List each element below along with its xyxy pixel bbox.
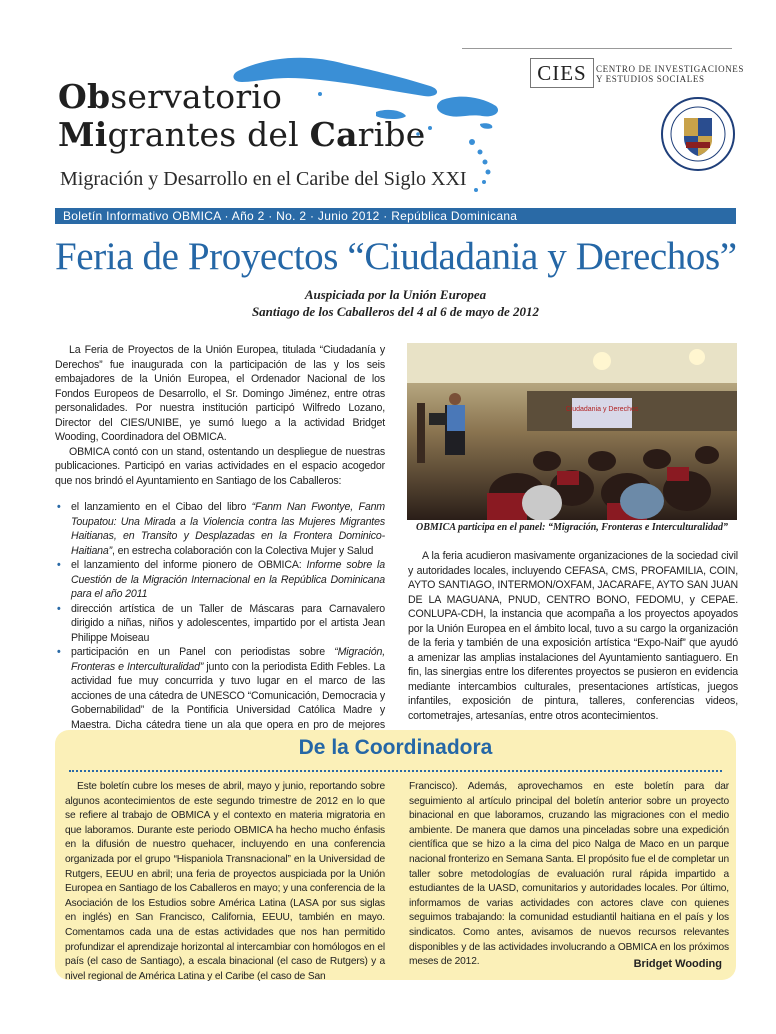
coordinadora-left-column: Este boletín cubre los meses de abril, mayo y junio, reportando sobre algunos acontecimientos de este segundo trimestre de 2012 en lo que se refiere al trabajo de OBMICA y el contexto en materia migratoria en que laboramos. Durante este periodo OBMICA ha hecho mucho énfasis en la difusión de nuestro quehacer, incluyendo en una conferencia organizada por el grupo “Hispaniola Transnacional” en la Universidad de Rutgers, EEUU en abril; una feria de proyectos auspiciada por la Unión Europea en Santiago de los Caballeros en mayo; y una conferencia de la Asociación de los Estudios sobre América Latina (LASA por sus siglas en inglés) en San Francisco, California, EEUU, también en mayo. Comentamos cada una de estas actividades que nos han permitido profundizar el aprendizaje horizontal al intercambiar con homólogos en el país (el caso de Santiago), a escala binacional (el caso de Rutgers) y a nivel regional de América Latina y el Caribe (el caso de San [65, 781, 385, 982]
article-right-column [408, 549, 738, 723]
masthead-subtitle: Migración y Desarrollo en el Caribe del Siglo XXI [60, 168, 467, 190]
cies-divider [462, 48, 732, 49]
coordinadora-box [55, 730, 736, 980]
article-headline: Feria de Proyectos “Ciudadania y Derechos” [55, 235, 737, 278]
coordinadora-divider [69, 770, 722, 772]
activities-list [55, 500, 385, 747]
article-paragraph: La Feria de Proyectos de la Unión Europea, titulada “Ciudadanía y Derechos” fue inaugurada con la participación de las y los seis embajadores de la Unión Europea, el Ordenador Nacional de los Fondos Europeos de Desarrollo, el Sr. Domingo Jiménez, entre otras personalidades. Por nuestra institución participó Wilfredo Lozano, Director del CIES/UNIBE, ye sumó luego a la actividad Bridget Wooding, Coordinadora del OBMICA. [55, 344, 385, 443]
photo-banner-text: Ciudadania y Derechos [565, 406, 639, 413]
list-item: • dirección artística de un Taller de Máscaras para Carnavalero dirigido a niñas, niños y adolescentes, impartido por el artista Jean Philippe Moiseau [71, 602, 385, 646]
photo-caption: OBMICA participa en el panel: “Migración, Fronteras e Interculturalidad” [416, 522, 728, 533]
coordinadora-right-column: Francisco). Además, aprovechamos en este boletín para dar seguimiento al artículo principal del boletín anterior sobre un proyecto binacional en que laboramos, cruzando las migraciones con el medio ambiente. De manera que damos una pinceladas sobre una expedición científica que se hizo a la cima del pico Nalga de Maco en un parque nacional fronterizo en Semana Santa. El propósito fue el de completar un taller sobre metodologías de evaluación rural rápida impartido a estudiantes de la UASD, comunitarios y autoridades locales. Por último, informamos de varias actividades con actores clave con quienes seguimos trabajando: la comunidad estudiantil haitiana en el país y los sindicatos. Como antes, avisamos de nuevos recursos relevantes disponibles y de las actividades involucrando a OBMICA en los próximos meses de 2012. [409, 781, 729, 968]
list-item: • participación en un Panel con periodistas sobre “Migración, Fronteras e Interculturalidad” junto con la periodista Edith Febles. La actividad fue muy concurrida y tuvo lugar en el marco de las acciones de una cátedra de UNESCO “Comunicación, Democracia y Gobernabilidad” de la Pontificia Universidad Católica Madre y Maestra. Dicha cátedra tiene un ala que opera en pro de mejores [71, 645, 385, 747]
article-paragraph: OBMICA contó con un stand, ostentando un despliegue de nuestras publicaciones. Participó en varias actividades en el espacio acogedor que nos brindó el Ayuntamiento en Santiago de los Caballeros: [55, 445, 385, 487]
article-sponsor: Auspiciada por la Unión Europea Santiago de los Caballeros del 4 al 6 de mayo de 2012 [251, 287, 540, 319]
panel-event-photo [407, 343, 737, 520]
bulletin-banner: Boletín Informativo OBMICA · Año 2 · No. 2 · Junio 2012 · República Dominicana [55, 208, 736, 224]
list-item: • el lanzamiento en el Cibao del libro “Fanm Nan Fwontye, Fanm Toupatou: Una Mirada a la Violencia contra las Mujeres Migrantes Haitianas, en Transito y Desplazadas en la Frontera Dominico-Haitiana”, en estrecha colaboración con la Colectiva Mujer y Salud [71, 500, 385, 558]
masthead-title [58, 78, 425, 154]
cies-logo: CIES [530, 58, 594, 88]
list-item: • el lanzamiento del informe pionero de OBMICA: Informe sobre la Cuestión de la Migración Internacional en la República Dominicana para el año 2011 [71, 558, 385, 602]
coordinadora-title: De la Coordinadora [298, 736, 493, 759]
title-line-1: Observatorio [58, 77, 283, 116]
article-paragraph: A la feria acudieron masivamente organizaciones de la sociedad civil y autoridades locales, incluyendo CEFASA, CMS, PROFAMILIA, COIN, AYTO SANTIAGO, INTERMON/OXFAM, JACARAFE, AYTO SAN JUAN DE LA MAGUANA, PNUD, CENTRO BONO, FEDOMU, y CEPAE. CONLUPA-CDH, la instancia que acompaña a los proyectos apoyados por la Unión Europea en el ámbito local, tuvo a su cargo la organización de la feria y también de una exposición artística “Expo-Naif” que ayudó a amenizar las amplias instalaciones del Ayuntamiento santiaguero. En fin, las sinergias entre los diferentes proyectos se pusieron en evidencia mediante intercambios culturales, presentaciones artísticas, juegos infantiles, exposición de pintura, talleres, conferencias videos, cortometrajes, artesanías, entre otros acontecimientos. [408, 550, 738, 722]
university-seal-icon [660, 96, 736, 172]
title-line-2: Migrantes del Caribe [58, 115, 426, 154]
article-left-column [55, 343, 385, 747]
cies-name: CENTRO DE INVESTIGACIONES Y ESTUDIOS SOCIALES [596, 64, 744, 84]
signature: Bridget Wooding [633, 958, 722, 970]
